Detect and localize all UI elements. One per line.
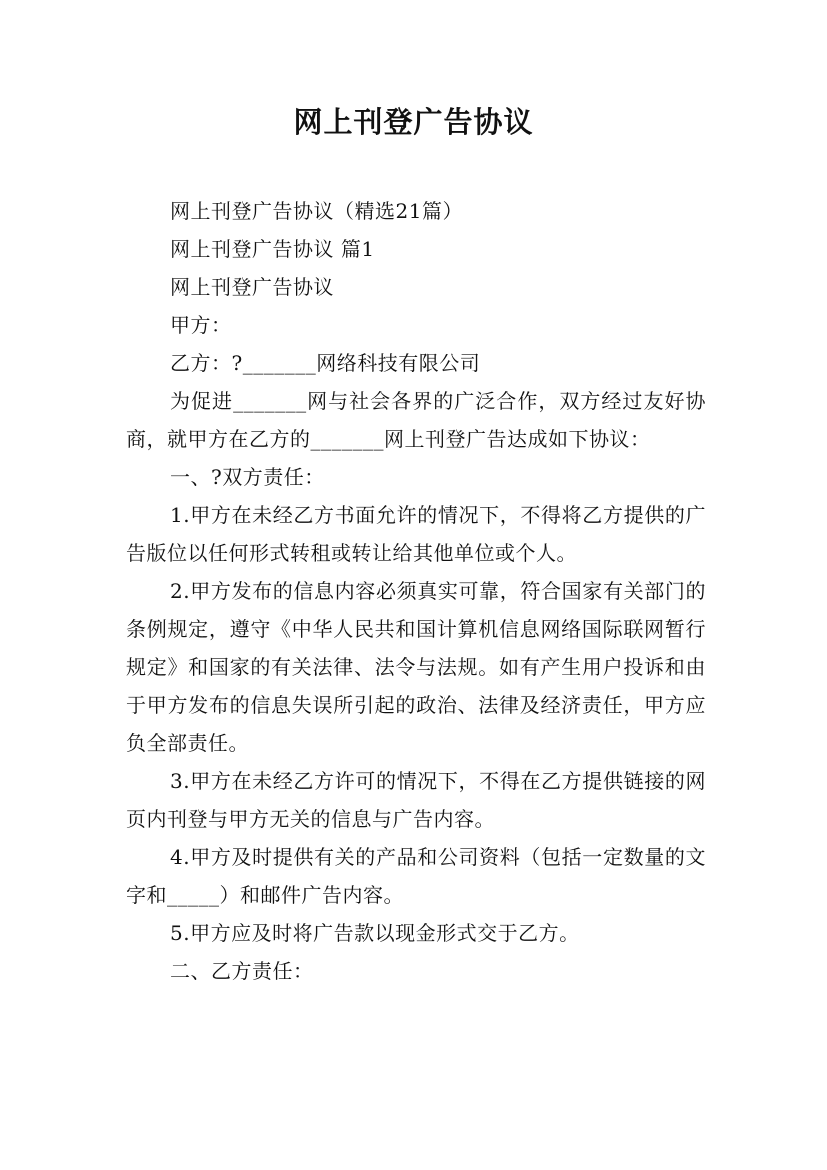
paragraph: 一、?双方责任： — [170, 465, 325, 489]
document-body — [126, 192, 706, 990]
paragraph: 网上刊登广告协议 — [170, 275, 334, 299]
paragraph: 5.甲方应及时将广告款以现金形式交于乙方。 — [170, 921, 580, 945]
paragraph: 网上刊登广告协议 篇1 — [170, 237, 375, 261]
paragraph: 甲方： — [170, 313, 232, 337]
paragraph: 为促进_______网与社会各界的广泛合作，双方经过友好协商，就甲方在乙方的_______网上刊登广告达成如下协议： — [126, 389, 706, 451]
paragraph: 二、乙方责任： — [170, 959, 314, 983]
paragraph: 乙方：?_______网络科技有限公司 — [170, 351, 481, 375]
paragraph: 4.甲方及时提供有关的产品和公司资料（包括一定数量的文字和_____）和邮件广告内容。 — [126, 845, 706, 907]
paragraph: 2.甲方发布的信息内容必须真实可靠，符合国家有关部门的条例规定，遵守《中华人民共和国计算机信息网络国际联网暂行规定》和国家的有关法律、法令与法规。如有产生用户投诉和由于甲方发布的信息失误所引起的政治、法律及经济责任，甲方应负全部责任。 — [126, 579, 706, 755]
paragraph: 网上刊登广告协议（精选21篇） — [170, 199, 463, 223]
paragraph: 1.甲方在未经乙方书面允许的情况下，不得将乙方提供的广告版位以任何形式转租或转让给其他单位或个人。 — [126, 503, 706, 565]
document-title: 网上刊登广告协议 — [293, 105, 534, 139]
paragraph: 3.甲方在未经乙方许可的情况下，不得在乙方提供链接的网页内刊登与甲方无关的信息与广告内容。 — [126, 769, 706, 831]
